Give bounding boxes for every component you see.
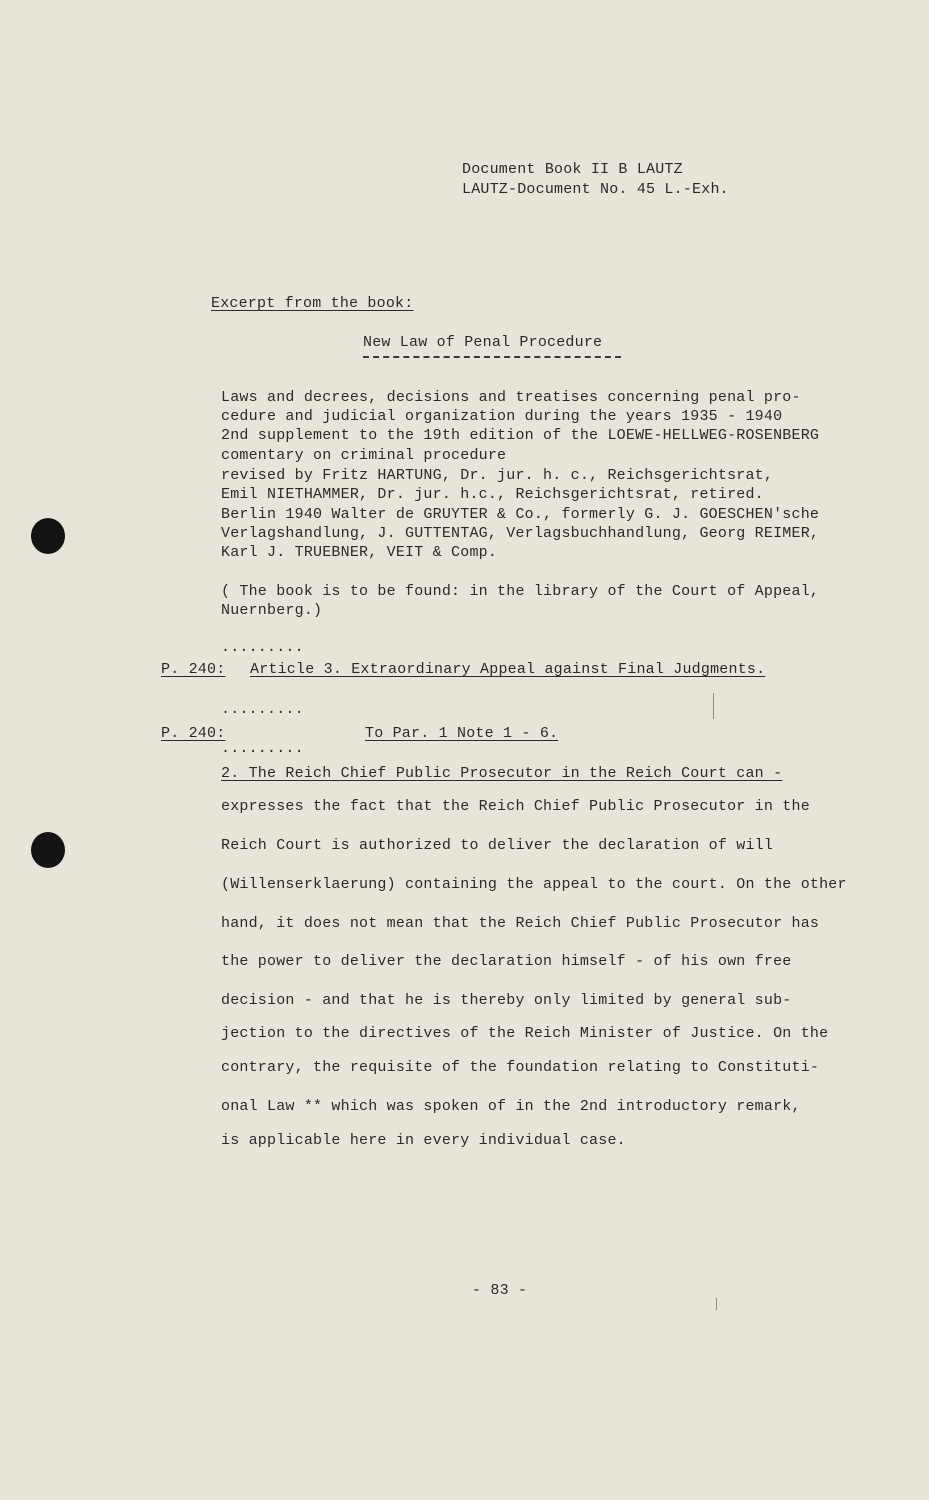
description-line: Verlagshandlung, J. GUTTENTAG, Verlagsbuchhandlung, Georg REIMER, [221, 525, 820, 542]
description-line: Karl J. TRUEBNER, VEIT & Comp. [221, 544, 498, 561]
ellipsis: ......... [221, 740, 304, 757]
ellipsis: ......... [221, 701, 304, 718]
description-line: revised by Fritz HARTUNG, Dr. jur. h. c., Reichsgerichtsrat, [221, 467, 774, 484]
page-reference: P. 240: [161, 661, 226, 678]
location-note-line: ( The book is to be found: in the library of the Court of Appeal, [221, 583, 820, 600]
body-line: (Willenserklaerung) containing the appeal to the court. On the other [221, 876, 847, 893]
page-number: - 83 - [472, 1282, 528, 1299]
body-line: expresses the fact that the Reich Chief Public Prosecutor in the [221, 798, 810, 815]
description-line: Berlin 1940 Walter de GRUYTER & Co., formerly G. J. GOESCHEN'sche [221, 506, 820, 523]
ellipsis: ......... [221, 639, 304, 656]
body-line: decision - and that he is thereby only limited by general sub- [221, 992, 792, 1009]
body-line: Reich Court is authorized to deliver the declaration of will [221, 837, 774, 854]
stray-mark [713, 693, 714, 719]
body-first-line: 2. The Reich Chief Public Prosecutor in the Reich Court can - [221, 765, 783, 782]
description-line: Laws and decrees, decisions and treatises concerning penal pro- [221, 389, 801, 406]
excerpt-label: Excerpt from the book: [211, 295, 414, 312]
page-reference: P. 240: [161, 725, 226, 742]
article-heading: Article 3. Extraordinary Appeal against Final Judgments. [250, 661, 766, 678]
description-line: Emil NIETHAMMER, Dr. jur. h.c., Reichsgerichtsrat, retired. [221, 486, 764, 503]
document-number-label: LAUTZ-Document No. 45 L.-Exh. [462, 181, 729, 198]
description-line: cedure and judicial organization during the years 1935 - 1940 [221, 408, 783, 425]
book-title: New Law of Penal Procedure [363, 334, 603, 351]
body-line: is applicable here in every individual case. [221, 1132, 626, 1149]
stray-mark [716, 1298, 717, 1310]
body-line: hand, it does not mean that the Reich Chief Public Prosecutor has [221, 915, 820, 932]
punch-hole-bottom [31, 832, 65, 868]
location-note-line: Nuernberg.) [221, 602, 323, 619]
note-heading: To Par. 1 Note 1 - 6. [365, 725, 559, 742]
description-line: 2nd supplement to the 19th edition of the LOEWE-HELLWEG-ROSENBERG [221, 427, 820, 444]
body-line: onal Law ** which was spoken of in the 2nd introductory remark, [221, 1098, 801, 1115]
body-line: contrary, the requisite of the foundation relating to Constituti- [221, 1059, 820, 1076]
body-line: the power to deliver the declaration himself - of his own free [221, 953, 792, 970]
description-line: comentary on criminal procedure [221, 447, 507, 464]
punch-hole-top [31, 518, 65, 554]
title-underline [363, 356, 621, 358]
document-book-label: Document Book II B LAUTZ [462, 161, 683, 178]
body-line: jection to the directives of the Reich Minister of Justice. On the [221, 1025, 829, 1042]
